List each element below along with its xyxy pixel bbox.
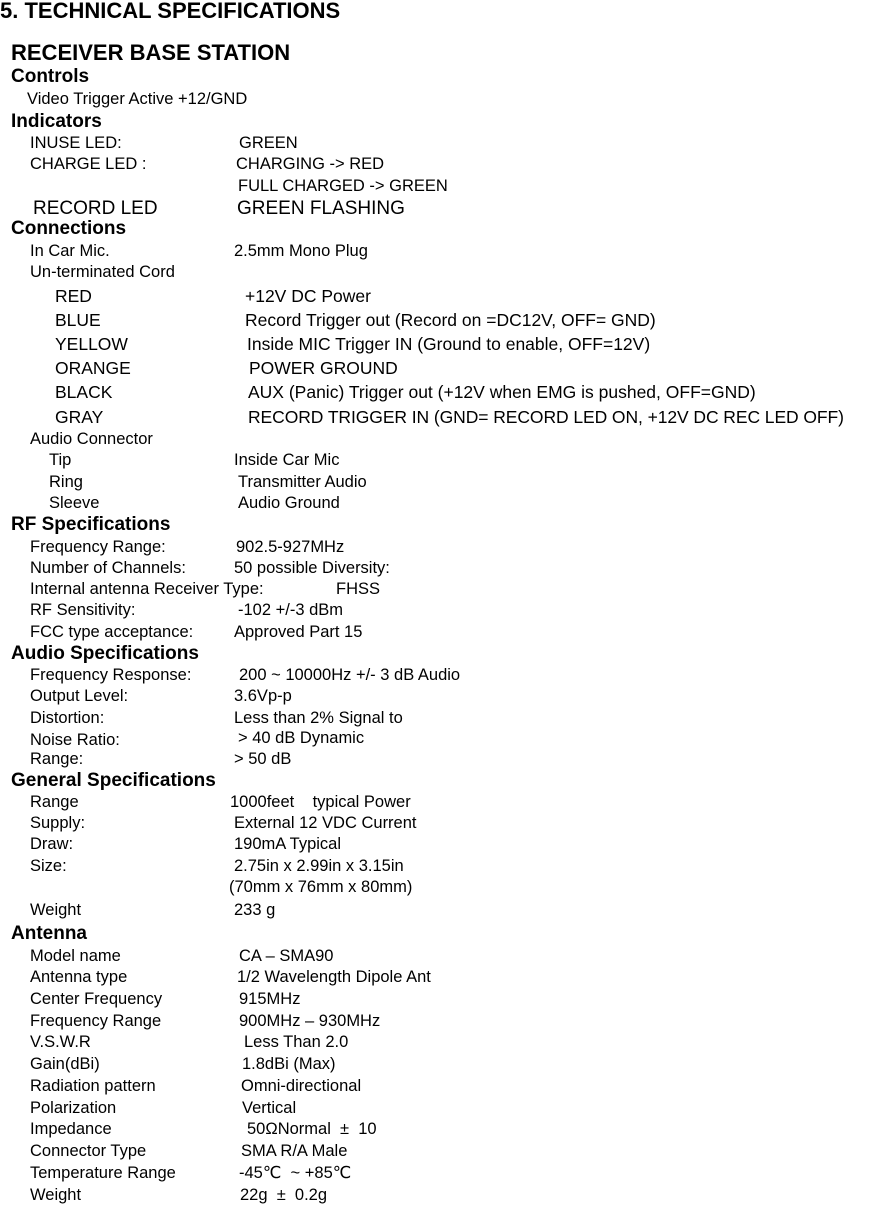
audio-pin-desc: Transmitter Audio [238, 473, 367, 491]
general-range-value: 1000feet typical Power [230, 793, 411, 811]
antenna-row-label: Frequency Range [30, 1012, 162, 1030]
record-led-value: GREEN FLASHING [237, 198, 405, 219]
antenna-row-label: Impedance [30, 1120, 112, 1138]
general-weight-value: 233 g [234, 901, 276, 919]
unterminated-cord-label: Un-terminated Cord [30, 263, 175, 281]
connections-heading: Connections [11, 218, 127, 239]
audio-response-value: 200 ~ 10000Hz +/- 3 dB Audio [239, 666, 461, 684]
charge-led-value-full: FULL CHARGED -> GREEN [238, 177, 448, 195]
general-size-value-in: 2.75in x 2.99in x 3.15in [234, 857, 404, 875]
rf-frequency-range-label: Frequency Range: [30, 538, 166, 556]
audio-connector-label: Audio Connector [30, 430, 153, 448]
antenna-row-value: -45℃ ~ +85℃ [239, 1164, 352, 1182]
audio-response-label: Frequency Response: [30, 666, 192, 684]
antenna-row-label: Temperature Range [30, 1164, 176, 1182]
antenna-row-value: Vertical [242, 1099, 297, 1117]
general-size-label: Size: [30, 857, 67, 875]
rf-channels-value: 50 possible Diversity: [234, 559, 390, 577]
wire-color: RED [55, 286, 92, 306]
antenna-row-label: Weight [30, 1186, 82, 1204]
wire-description: +12V DC Power [245, 286, 371, 306]
wire-description: AUX (Panic) Trigger out (+12V when EMG is pushed, OFF=GND) [248, 382, 756, 402]
audio-specs-heading: Audio Specifications [11, 643, 199, 664]
antenna-row-label: Gain(dBi) [30, 1055, 100, 1073]
wire-description: Inside MIC Trigger IN (Ground to enable, OFF=12V) [247, 334, 651, 354]
antenna-row-value: CA – SMA90 [239, 947, 334, 965]
rf-fcc-label: FCC type acceptance: [30, 623, 194, 641]
rf-sensitivity-label: RF Sensitivity: [30, 601, 136, 619]
audio-distortion-label: Distortion: [30, 709, 105, 727]
antenna-row-value: 1/2 Wavelength Dipole Ant [237, 968, 431, 986]
antenna-row-value: Less Than 2.0 [244, 1033, 349, 1051]
rf-fcc-value: Approved Part 15 [234, 623, 363, 641]
audio-noise-value: > 40 dB Dynamic [238, 729, 365, 747]
audio-range-value: > 50 dB [234, 750, 292, 768]
antenna-row-label: Radiation pattern [30, 1077, 156, 1095]
general-supply-label: Supply: [30, 814, 86, 832]
general-size-value-mm: (70mm x 76mm x 80mm) [229, 878, 413, 896]
audio-pin-name: Sleeve [49, 494, 100, 512]
antenna-row-value: 900MHz – 930MHz [239, 1012, 381, 1030]
antenna-row-label: Center Frequency [30, 990, 163, 1008]
antenna-row-label: Antenna type [30, 968, 128, 986]
general-range-label: Range [30, 793, 79, 811]
general-supply-value: External 12 VDC Current [234, 814, 417, 832]
rf-specs-heading: RF Specifications [11, 514, 171, 535]
general-draw-value: 190mA Typical [234, 835, 342, 853]
general-weight-label: Weight [30, 901, 82, 919]
inuse-led-value: GREEN [239, 134, 298, 152]
rf-antenna-value: FHSS [336, 580, 381, 598]
audio-range-label: Range: [30, 750, 84, 768]
rf-channels-label: Number of Channels: [30, 559, 186, 577]
charge-led-label: CHARGE LED : [30, 155, 147, 173]
wire-description: RECORD TRIGGER IN (GND= RECORD LED ON, +12V DC REC LED OFF) [248, 407, 844, 427]
antenna-row-label: Model name [30, 947, 121, 965]
antenna-row-value: 50ΩNormal ± 10 [247, 1120, 377, 1138]
antenna-row-value: 1.8dBi (Max) [242, 1055, 336, 1073]
subtitle: RECEIVER BASE STATION [11, 40, 291, 65]
audio-distortion-value: Less than 2% Signal to [234, 709, 403, 727]
audio-pin-desc: Audio Ground [238, 494, 340, 512]
indicators-heading: Indicators [11, 111, 102, 132]
wire-color: ORANGE [55, 358, 131, 378]
audio-output-label: Output Level: [30, 687, 129, 705]
audio-output-value: 3.6Vp-p [234, 687, 292, 705]
wire-color: YELLOW [55, 334, 128, 354]
antenna-row-value: 915MHz [239, 990, 301, 1008]
incar-mic-value: 2.5mm Mono Plug [234, 242, 368, 260]
charge-led-value-charging: CHARGING -> RED [236, 155, 385, 173]
wire-color: GRAY [55, 407, 104, 427]
record-led-label: RECORD LED [33, 198, 158, 219]
antenna-row-value: SMA R/A Male [241, 1142, 348, 1160]
audio-pin-desc: Inside Car Mic [234, 451, 340, 469]
audio-pin-name: Tip [49, 451, 72, 469]
antenna-heading: Antenna [11, 923, 87, 944]
rf-antenna-label: Internal antenna Receiver Type: [30, 580, 264, 598]
audio-noise-label: Noise Ratio: [30, 731, 120, 749]
wire-color: BLACK [55, 382, 113, 402]
wire-color: BLUE [55, 310, 101, 330]
inuse-led-label: INUSE LED: [30, 134, 122, 152]
antenna-row-label: Connector Type [30, 1142, 147, 1160]
rf-sensitivity-value: -102 +/-3 dBm [238, 601, 344, 619]
controls-heading: Controls [11, 66, 90, 87]
rf-frequency-range-value: 902.5-927MHz [236, 538, 345, 556]
antenna-row-label: Polarization [30, 1099, 117, 1117]
wire-description: POWER GROUND [249, 358, 398, 378]
audio-pin-name: Ring [49, 473, 83, 491]
antenna-row-value: Omni-directional [241, 1077, 362, 1095]
general-specs-heading: General Specifications [11, 770, 216, 791]
antenna-row-label: V.S.W.R [30, 1033, 91, 1051]
video-trigger-text: Video Trigger Active +12/GND [27, 90, 248, 108]
general-draw-label: Draw: [30, 835, 74, 853]
antenna-row-value: 22g ± 0.2g [240, 1186, 328, 1204]
incar-mic-label: In Car Mic. [30, 242, 110, 260]
wire-description: Record Trigger out (Record on =DC12V, OFF= GND) [245, 310, 656, 330]
section-title: 5. TECHNICAL SPECIFICATIONS [0, 0, 341, 23]
